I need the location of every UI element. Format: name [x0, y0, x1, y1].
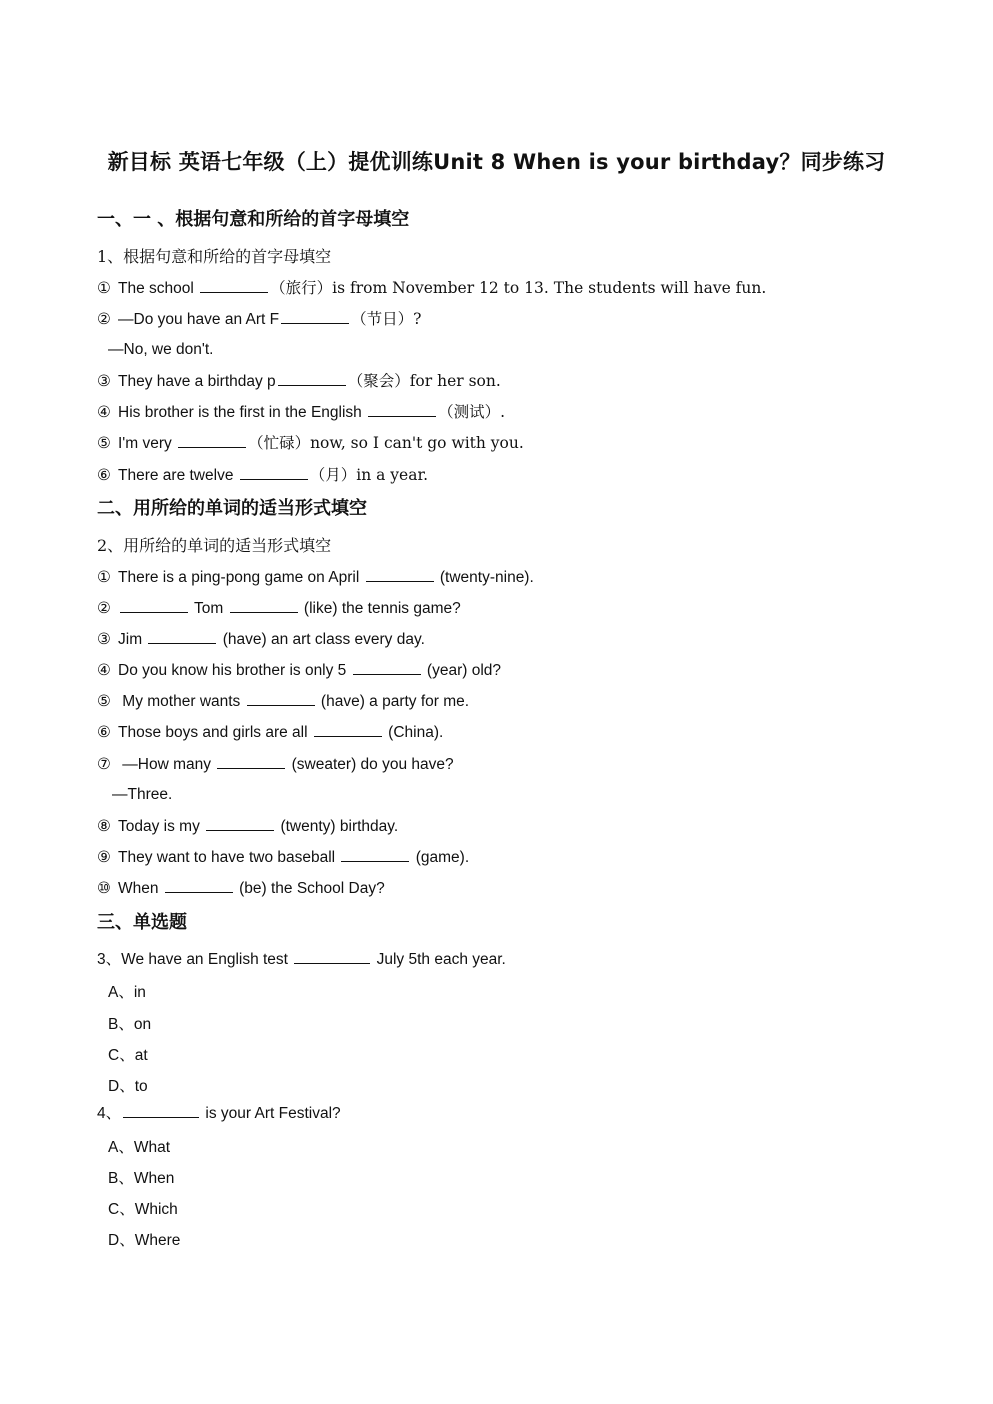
- option-b[interactable]: B、When: [108, 1170, 175, 1187]
- answer-blank[interactable]: [148, 629, 216, 644]
- page-title: 新目标 英语七年级（上）提优训练Unit 8 When is your birthday？同步练习: [107, 150, 886, 174]
- answer-blank[interactable]: [341, 847, 409, 862]
- option-a[interactable]: A、What: [108, 1139, 171, 1156]
- list-item: ③ They have a birthday p （聚会）for her son.: [97, 372, 501, 390]
- section-heading-3: 三、单选题: [97, 912, 187, 933]
- list-item: ① The school （旅行）is from November 12 to 13. The students will have fun.: [97, 279, 767, 297]
- list-item-reply: —No, we don't.: [108, 341, 214, 358]
- list-item: ② Tom (like) the tennis game?: [97, 600, 461, 617]
- answer-blank[interactable]: [230, 598, 298, 613]
- answer-blank[interactable]: [278, 371, 346, 386]
- list-item: ⑨ They want to have two baseball (game).: [97, 849, 470, 866]
- answer-blank[interactable]: [217, 754, 285, 769]
- answer-blank[interactable]: [368, 402, 436, 417]
- answer-blank[interactable]: [178, 433, 246, 448]
- question-4: 4、 is your Art Festival?: [97, 1105, 341, 1122]
- list-item: ⑥ Those boys and girls are all (China).: [97, 724, 444, 741]
- list-item: ⑤ My mother wants (have) a party for me.: [97, 693, 470, 710]
- list-item: ② —Do you have an Art F （节日）?: [97, 310, 422, 328]
- question-1-heading: 1、根据句意和所给的首字母填空: [97, 247, 332, 266]
- list-item-reply: —Three.: [112, 786, 173, 803]
- answer-blank[interactable]: [366, 567, 434, 582]
- list-item: ④ Do you know his brother is only 5 (year) old?: [97, 662, 502, 679]
- list-item: ⑧ Today is my (twenty) birthday.: [97, 818, 399, 835]
- answer-blank[interactable]: [247, 691, 315, 706]
- answer-blank[interactable]: [200, 278, 268, 293]
- answer-blank[interactable]: [120, 598, 188, 613]
- answer-blank[interactable]: [353, 660, 421, 675]
- option-d[interactable]: D、Where: [108, 1232, 181, 1249]
- answer-blank[interactable]: [281, 309, 349, 324]
- option-d[interactable]: D、to: [108, 1078, 148, 1095]
- answer-blank[interactable]: [165, 878, 233, 893]
- answer-blank[interactable]: [206, 816, 274, 831]
- question-2-heading: 2、用所给的单词的适当形式填空: [97, 536, 332, 555]
- answer-blank[interactable]: [240, 465, 308, 480]
- answer-blank[interactable]: [294, 949, 370, 964]
- option-c[interactable]: C、Which: [108, 1201, 178, 1218]
- section-heading-1: 一、一 、根据句意和所给的首字母填空: [97, 209, 410, 230]
- list-item: ⑦ —How many (sweater) do you have?: [97, 756, 454, 773]
- option-a[interactable]: A、in: [108, 984, 146, 1001]
- list-item: ① There is a ping-pong game on April (twenty-nine).: [97, 569, 534, 586]
- section-heading-2: 二、用所给的单词的适当形式填空: [97, 498, 367, 519]
- option-b[interactable]: B、on: [108, 1016, 152, 1033]
- answer-blank[interactable]: [314, 722, 382, 737]
- question-3: 3、We have an English test July 5th each year.: [97, 951, 506, 968]
- list-item: ⑥ There are twelve （月）in a year.: [97, 466, 429, 484]
- answer-blank[interactable]: [123, 1103, 199, 1118]
- list-item: ⑤ I'm very （忙碌）now, so I can't go with you.: [97, 434, 524, 452]
- list-item: ③ Jim (have) an art class every day.: [97, 631, 425, 648]
- list-item: ⑩ When (be) the School Day?: [97, 880, 385, 897]
- option-c[interactable]: C、at: [108, 1047, 148, 1064]
- list-item: ④ His brother is the first in the English （测试）.: [97, 403, 506, 421]
